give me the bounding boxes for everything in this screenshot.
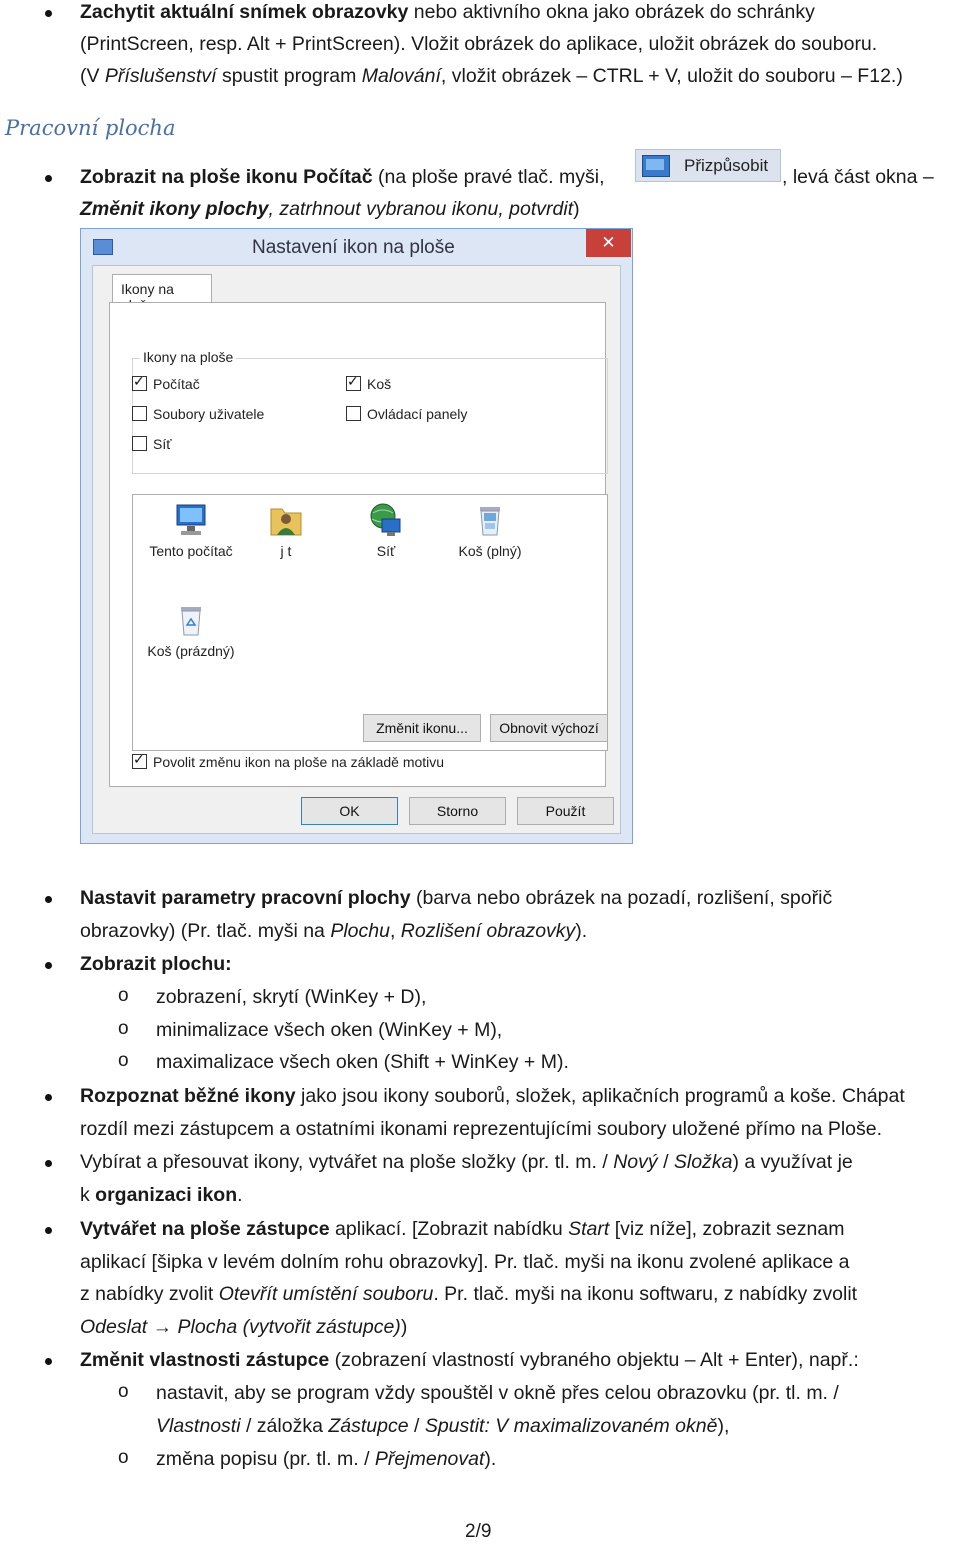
checkbox-user-files[interactable] — [132, 406, 264, 422]
close-icon: ✕ — [601, 233, 616, 252]
icon-item-network[interactable] — [351, 501, 421, 559]
desktop-icon-line-2: Změnit ikony plochy, zatrhnout vybranou ikonu, potvrdit) — [80, 198, 580, 220]
bullet — [45, 1227, 52, 1234]
checkbox-allow-themes[interactable] — [132, 754, 444, 770]
checkbox-label: Síť — [153, 436, 172, 452]
checkbox-box[interactable] — [346, 376, 361, 391]
bullet — [45, 1160, 52, 1167]
shortcut-line-1: Vytvářet na ploše zástupce aplikací. [Zobrazit nabídku Start [viz níže], zobrazit seznam — [80, 1218, 845, 1240]
bullet — [45, 1358, 52, 1365]
show-sub-2: minimalizace všech oken (WinKey + M), — [156, 1019, 503, 1041]
intro-line-1: Zachytit aktuální snímek obrazovky nebo aktivního okna jako obrázek do schránky — [80, 1, 815, 23]
arrow-icon: → — [147, 1316, 178, 1338]
icon-label: j t — [280, 543, 292, 559]
dialog-client — [92, 265, 621, 834]
icon-label: Koš (prázdný) — [147, 643, 235, 659]
sub-bullet: o — [118, 985, 129, 1006]
sub-bullet: o — [118, 1018, 129, 1039]
checkbox-label: Počítač — [153, 376, 200, 392]
icon-label: Koš (plný) — [458, 543, 522, 559]
close-button[interactable] — [586, 229, 631, 257]
checkbox-box[interactable] — [132, 754, 147, 769]
computer-icon — [173, 501, 209, 539]
dialog-titlebar[interactable] — [81, 229, 632, 263]
checkbox-box[interactable] — [132, 376, 147, 391]
select-line-1: Vybírat a přesouvat ikony, vytvářet na ploše složky (pr. tl. m. / Nový / Složka) a využívat je — [80, 1151, 853, 1173]
cancel-button[interactable]: Storno — [409, 797, 506, 825]
params-line-2: obrazovky) (Pr. tlač. myši na Plochu, Rozlišení obrazovky). — [80, 920, 588, 942]
dialog-title: Nastavení ikon na ploše — [252, 237, 455, 258]
restore-default-button[interactable]: Obnovit výchozí — [490, 714, 608, 742]
monitor-icon — [642, 155, 670, 177]
customize-chip — [635, 149, 781, 182]
icon-item-this-pc[interactable] — [139, 501, 243, 559]
intro-line-3: (V Příslušenství spustit program Malování, vložit obrázek – CTRL + V, uložit do souboru – F12.) — [80, 65, 903, 87]
checkbox-box[interactable] — [132, 406, 147, 421]
sub-bullet: o — [118, 1381, 129, 1402]
show-sub-3: maximalizace všech oken (Shift + WinKey + M). — [156, 1051, 569, 1073]
desktop-icon-line-1: Zobrazit na ploše ikonu Počítač (na ploše pravé tlač. myši, — [80, 166, 605, 188]
checkbox-control-panel[interactable] — [346, 406, 467, 422]
props-line-1: Změnit vlastnosti zástupce (zobrazení vlastností vybraného objektu – Alt + Enter), např.: — [80, 1349, 859, 1371]
bullet — [45, 1094, 52, 1101]
change-icon-button[interactable]: Změnit ikonu... — [363, 714, 481, 742]
recycle-bin-empty-icon — [173, 601, 209, 639]
icon-label: Síť — [376, 543, 396, 559]
bullet — [45, 962, 52, 969]
icon-label: Tento počítač — [149, 543, 233, 559]
section-heading: Pracovní plocha — [5, 116, 176, 140]
checkbox-label: Ovládací panely — [367, 406, 468, 422]
checkbox-computer[interactable] — [132, 376, 200, 392]
icon-item-recycle-bin-empty[interactable] — [139, 601, 243, 659]
desktop-icon-line-1-end: , levá část okna – — [782, 166, 934, 188]
desktop-icon-settings-dialog — [80, 228, 633, 844]
checkbox-label: Koš — [367, 376, 392, 392]
checkbox-network[interactable] — [132, 436, 171, 452]
sub-bullet: o — [118, 1447, 129, 1468]
intro-line-2: (PrintScreen, resp. Alt + PrintScreen). Vložit obrázek do aplikace, uložit obrázek do souboru. — [80, 33, 878, 55]
checkbox-label: Soubory uživatele — [153, 406, 265, 422]
checkbox-box[interactable] — [132, 436, 147, 451]
props-sub1-line-2: Vlastnosti / záložka Zástupce / Spustit: V maximalizovaném okně), — [156, 1415, 730, 1437]
icon-list — [132, 494, 608, 751]
apply-button[interactable]: Použít — [517, 797, 614, 825]
params-line-1: Nastavit parametry pracovní plochy (barva nebo obrázek na pozadí, rozlišení, spořič — [80, 887, 833, 909]
user-folder-icon — [268, 501, 304, 539]
icon-item-user[interactable] — [251, 501, 321, 559]
bullet — [45, 175, 52, 182]
show-sub-1: zobrazení, skrytí (WinKey + D), — [156, 986, 427, 1008]
recognize-line-2: rozdíl mezi zástupcem a ostatními ikonami reprezentujícími soubory uložené přímo na Ploše. — [80, 1118, 883, 1140]
select-line-2: k organizaci ikon. — [80, 1184, 243, 1206]
bullet — [45, 10, 52, 17]
page-number: 2/9 — [465, 1521, 492, 1542]
bullet — [45, 896, 52, 903]
shortcut-line-3: z nabídky zvolit Otevřít umístění souboru. Pr. tlač. myši na ikonu softwaru, z nabídky zvolit — [80, 1283, 858, 1305]
show-desktop-line: Zobrazit plochu: — [80, 953, 232, 975]
ok-button[interactable]: OK — [301, 797, 398, 825]
tab-desktop-icons[interactable]: Ikony na — [112, 274, 212, 302]
tab-panel — [109, 302, 606, 787]
props-sub1-line-1: nastavit, aby se program vždy spouštěl v okně přes celou obrazovku (pr. tl. m. / — [156, 1382, 839, 1404]
app-icon — [93, 239, 113, 255]
shortcut-line-2: aplikací [šipka v levém dolním rohu obrazovky]. Pr. tlač. myši na ikonu zvolené aplikace a — [80, 1251, 850, 1273]
sub-bullet: o — [118, 1050, 129, 1071]
checkbox-box[interactable] — [346, 406, 361, 421]
checkbox-recycle-bin[interactable] — [346, 376, 391, 392]
icon-item-recycle-bin-full[interactable] — [445, 501, 535, 559]
recognize-line-1: Rozpoznat běžné ikony jako jsou ikony souborů, složek, aplikačních programů a koše. Chápat — [80, 1085, 905, 1107]
props-sub2-line: změna popisu (pr. tl. m. / Přejmenovat). — [156, 1448, 497, 1470]
customize-label: Přizpůsobit — [684, 156, 769, 175]
shortcut-line-4: Odeslat → Plocha (vytvořit zástupce)) — [80, 1316, 408, 1338]
network-icon — [368, 501, 404, 539]
checkbox-label: Povolit změnu ikon na ploše na základě motivu — [153, 754, 445, 770]
group-label: Ikony na ploše — [140, 349, 236, 365]
recycle-bin-full-icon — [472, 501, 508, 539]
